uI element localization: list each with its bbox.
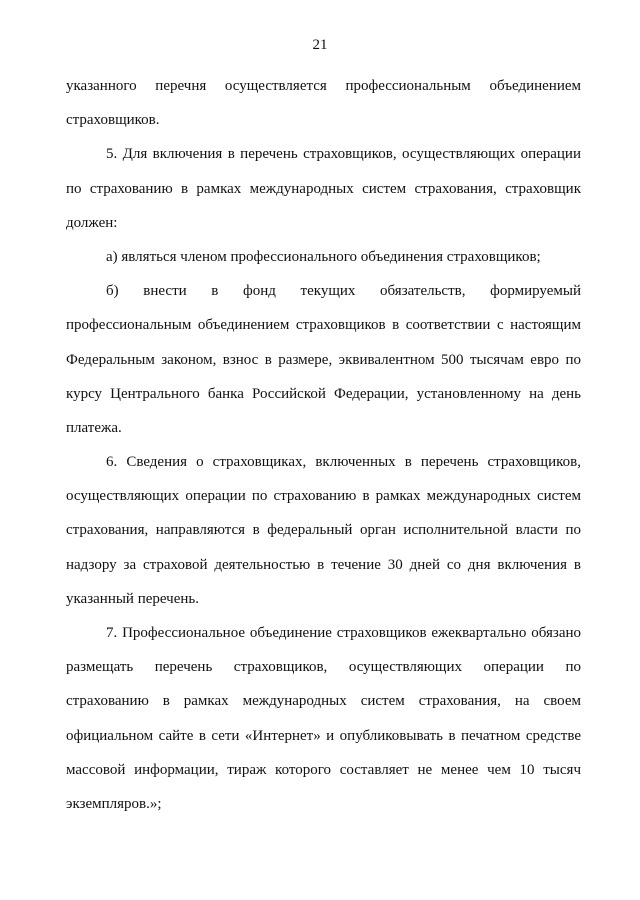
text-line: официальном сайте в сети «Интернет» и опубликовывать в печатном средстве (66, 727, 581, 744)
text-line: 5. Для включения в перечень страховщиков, осуществляющих операции (106, 146, 581, 163)
text-line: Федеральным законом, взнос в размере, эквивалентном 500 тысячам евро по (66, 351, 581, 368)
text-line: профессиональным объединением страховщиков в соответствии с настоящим (66, 317, 581, 334)
text-line: курсу Центрального банка Российской Федерации, установленному на день (66, 385, 581, 402)
text-line: указанного перечня осуществляется профессиональным объединением (66, 78, 581, 94)
text-line: по страхованию в рамках международных систем страхования, страховщик (66, 180, 581, 197)
document-body (66, 69, 581, 821)
text-line: размещать перечень страховщиков, осуществляющих операции по (66, 659, 581, 676)
text-line: осуществляющих операции по страхованию в рамках международных систем (66, 488, 581, 505)
text-line: 6. Сведения о страховщиках, включенных в перечень страховщиков, (106, 454, 581, 471)
text-line: указанный перечень. (66, 590, 200, 607)
text-line: а) являться членом профессионального объединения страховщиков; (106, 248, 541, 265)
text-line: должен: (66, 214, 118, 231)
text-line: 7. Профессиональное объединение страховщиков ежеквартально обязано (106, 625, 581, 641)
text-line: платежа. (66, 419, 122, 436)
text-line: экземпляров.»; (66, 795, 162, 812)
page-number: 21 (312, 37, 328, 53)
text-line: надзору за страховой деятельностью в течение 30 дней со дня включения в (66, 556, 581, 573)
text-line: массовой информации, тираж которого составляет не менее чем 10 тысяч (66, 761, 581, 778)
text-line: страховщиков. (66, 112, 160, 129)
text-line: страхованию в рамках международных систем страхования, на своем (66, 693, 581, 710)
text-line: б) внести в фонд текущих обязательств, формируемый (106, 283, 581, 300)
text-line: страхования, направляются в федеральный орган исполнительной власти по (66, 522, 581, 539)
